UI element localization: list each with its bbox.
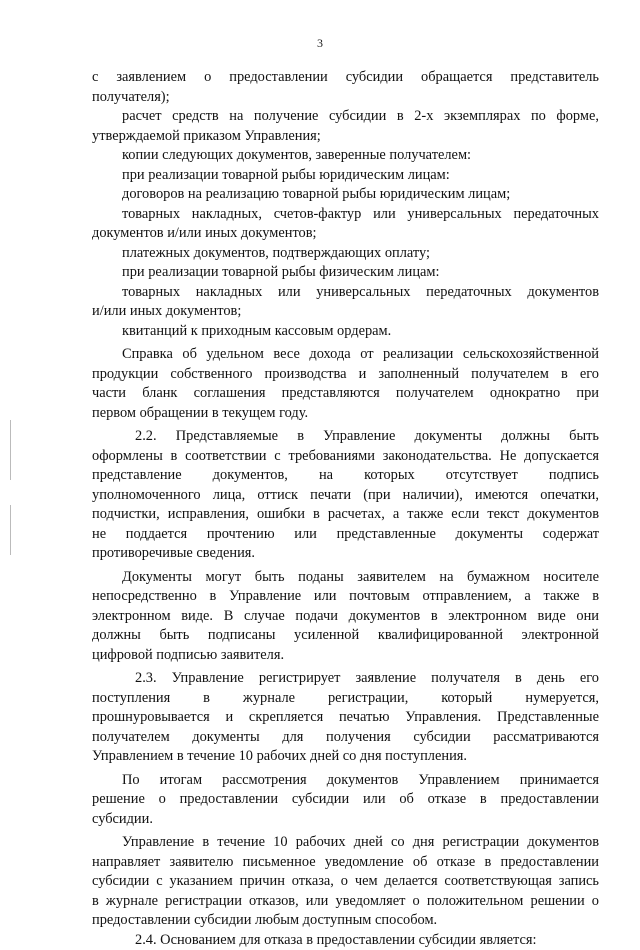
text-line: получателя);: [92, 88, 599, 108]
text-line: продукции собственного производства и заполненный получателем в его: [92, 365, 599, 385]
text-line: поступления в журнале регистрации, который нумеруется,: [92, 689, 599, 709]
text-line: 2.3. Управление регистрирует заявление получателя в день его: [92, 669, 599, 689]
document-body: [92, 68, 599, 950]
text-line: квитанций к приходным кассовым ордерам.: [92, 322, 599, 342]
text-line: товарных накладных, счетов-фактур или универсальных передаточных: [92, 205, 599, 225]
text-line: непосредственно в Управление или почтовым отправлением, а также в: [92, 587, 599, 607]
text-line: решение о предоставлении субсидии или об отказе в предоставлении: [92, 790, 599, 810]
text-line: подчистки, исправления, ошибки в расчетах, а также если текст документов: [92, 505, 599, 525]
text-line: Управление в течение 10 рабочих дней со дня регистрации документов: [92, 833, 599, 853]
text-line: с заявлением о предоставлении субсидии обращается представитель: [92, 68, 599, 88]
text-line: товарных накладных или универсальных передаточных документов: [92, 283, 599, 303]
text-line: противоречивые сведения.: [92, 544, 599, 564]
text-line: Документы могут быть поданы заявителем на бумажном носителе: [92, 568, 599, 588]
text-line: направляет заявителю письменное уведомление об отказе в предоставлении: [92, 853, 599, 873]
text-line: утверждаемой приказом Управления;: [92, 127, 599, 147]
text-line: оформлены в соответствии с требованиями законодательства. Не допускается: [92, 447, 599, 467]
text-line: не поддается прочтению или представленные документы содержат: [92, 525, 599, 545]
text-line: при реализации товарной рыбы физическим лицам:: [92, 263, 599, 283]
text-line: По итогам рассмотрения документов Управлением принимается: [92, 771, 599, 791]
text-line: в журнале регистрации отказов, или уведомляет о положительном решении о: [92, 892, 599, 912]
text-line: субсидии с указанием причин отказа, о чем делается соответствующая запись: [92, 872, 599, 892]
text-line: расчет средств на получение субсидии в 2-х экземплярах по форме,: [92, 107, 599, 127]
text-line: Справка об удельном весе дохода от реализации сельскохозяйственной: [92, 345, 599, 365]
scan-margin-mark: [10, 505, 11, 555]
text-line: документов и/или иных документов;: [92, 224, 599, 244]
text-line: представление документов, на которых отсутствует подпись: [92, 466, 599, 486]
text-line: при реализации товарной рыбы юридическим лицам:: [92, 166, 599, 186]
scan-margin-mark: [10, 420, 11, 480]
text-line: копии следующих документов, заверенные получателем:: [92, 146, 599, 166]
text-line: 2.4. Основанием для отказа в предоставлении субсидии является:: [92, 931, 599, 950]
text-line: получателем документы для получения субсидии рассматриваются: [92, 728, 599, 748]
text-line: предоставлении субсидии любым доступным способом.: [92, 911, 599, 931]
text-line: субсидии.: [92, 810, 599, 830]
text-line: должны быть подписаны усиленной квалифицированной электронной: [92, 626, 599, 646]
text-line: 2.2. Представляемые в Управление документы должны быть: [92, 427, 599, 447]
text-line: части бланк соглашения представляются получателем однократно при: [92, 384, 599, 404]
text-line: платежных документов, подтверждающих оплату;: [92, 244, 599, 264]
text-line: прошнуровывается и скрепляется печатью Управления. Представленные: [92, 708, 599, 728]
text-line: договоров на реализацию товарной рыбы юридическим лицам;: [92, 185, 599, 205]
text-line: уполномоченного лица, оттиск печати (при наличии), имеются опечатки,: [92, 486, 599, 506]
text-line: цифровой подписью заявителя.: [92, 646, 599, 666]
text-line: и/или иных документов;: [92, 302, 599, 322]
text-line: Управлением в течение 10 рабочих дней со дня поступления.: [92, 747, 599, 767]
text-line: электронном виде. В случае подачи документов в электронном виде они: [92, 607, 599, 627]
page-number: 3: [0, 36, 640, 51]
text-line: первом обращении в текущем году.: [92, 404, 599, 424]
